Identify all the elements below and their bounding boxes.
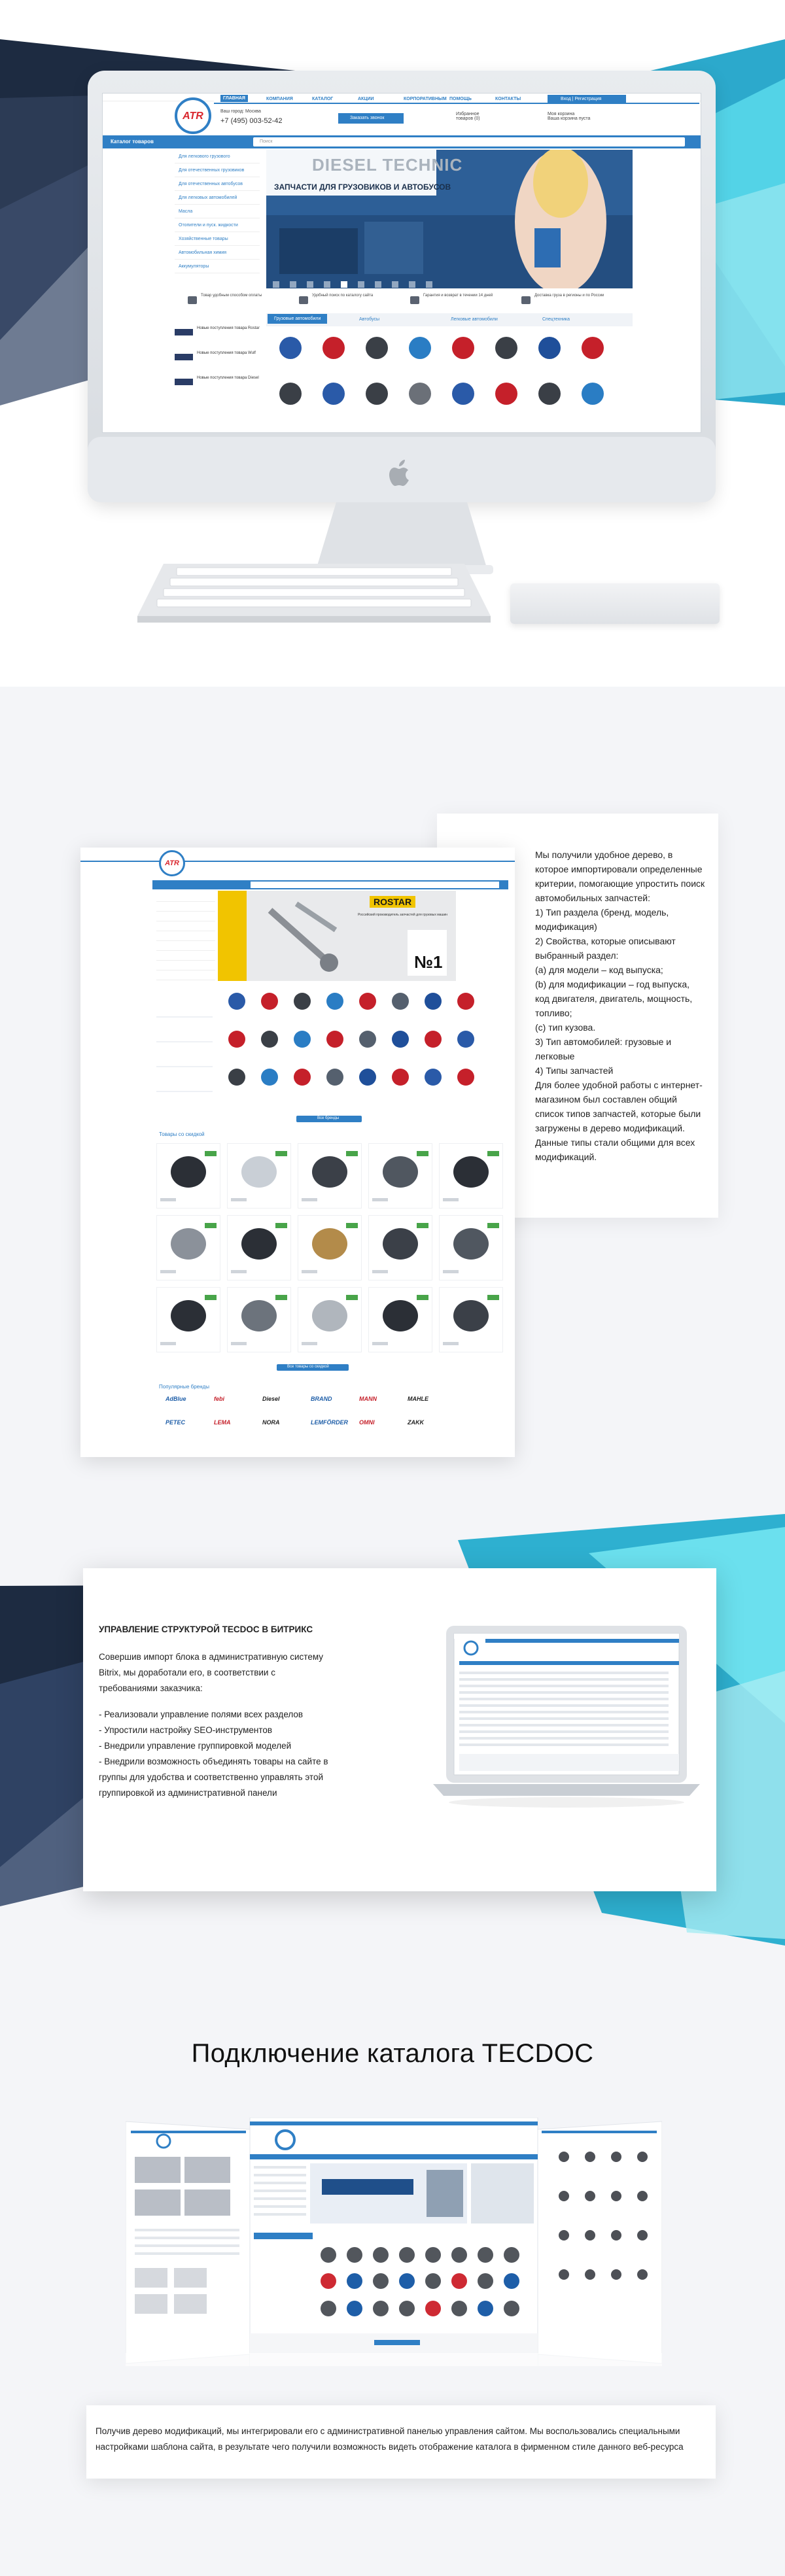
s2-sidebar bbox=[156, 892, 215, 980]
s2-brand-logo[interactable] bbox=[228, 1031, 245, 1048]
feature-icon bbox=[521, 296, 531, 304]
s2-product-badge bbox=[346, 1295, 358, 1300]
s2-logo-text: ATR bbox=[165, 859, 179, 867]
section4-title: Подключение каталога TECDOC bbox=[191, 2039, 594, 2068]
s2-product-image bbox=[241, 1300, 277, 1331]
keyboard bbox=[137, 564, 491, 624]
sidebar-item[interactable]: Аккумуляторы bbox=[175, 260, 260, 273]
s2-product-price bbox=[302, 1198, 317, 1201]
s2-partner-logo[interactable]: PETEC bbox=[166, 1419, 186, 1426]
s2-product-price bbox=[231, 1198, 247, 1201]
s2-brand-logo[interactable] bbox=[359, 1031, 376, 1048]
section3-list-item: - Упростили настройку SEO-инструментов bbox=[99, 1725, 273, 1735]
section2-paragraph: 2) Свойства, которые описывают выбранный раздел: bbox=[535, 936, 676, 961]
nav-item[interactable]: КАТАЛОГ bbox=[312, 97, 334, 101]
s2-brand-logo[interactable] bbox=[425, 1031, 442, 1048]
s2-nav-bar bbox=[80, 851, 515, 862]
s2-brand-logo[interactable] bbox=[359, 1069, 376, 1086]
sidebar-item[interactable]: Масла bbox=[175, 205, 260, 218]
promo-label[interactable]: Новые поступления товара Rostar bbox=[197, 326, 260, 330]
s2-brand-logo[interactable] bbox=[326, 1069, 343, 1086]
s2-brand-logo[interactable] bbox=[457, 1031, 474, 1048]
s2-partner-logo[interactable]: AdBlue bbox=[166, 1396, 186, 1402]
s2-product-price bbox=[160, 1270, 176, 1273]
s2-partner-logo[interactable]: OMNI bbox=[359, 1419, 375, 1426]
section2-background-shapes bbox=[0, 713, 785, 811]
s2-product-badge bbox=[205, 1295, 217, 1300]
s2-product-price bbox=[372, 1198, 388, 1201]
section3-heading: УПРАВЛЕНИЕ СТРУКТУРОЙ TECDOC В БИТРИКС bbox=[99, 1624, 313, 1634]
s2-product-badge bbox=[205, 1223, 217, 1228]
nav-item[interactable]: ПОМОЩЬ bbox=[449, 97, 472, 101]
s2-brand-logo[interactable] bbox=[294, 1031, 311, 1048]
s2-brand-logo[interactable] bbox=[392, 993, 409, 1010]
nav-item[interactable]: КОМПАНИЯ bbox=[266, 97, 293, 101]
s2-banner-brand: ROSTAR bbox=[370, 896, 415, 908]
s2-product-image bbox=[383, 1156, 418, 1188]
s2-product-price bbox=[372, 1270, 388, 1273]
imac-mockup bbox=[88, 71, 716, 502]
s2-product-price bbox=[443, 1198, 459, 1201]
s2-product-image bbox=[171, 1156, 206, 1188]
s2-product-badge bbox=[417, 1151, 428, 1156]
section3-list-item: - Реализовали управление полями всех разделов bbox=[99, 1709, 304, 1719]
brand-logo[interactable] bbox=[323, 383, 345, 405]
vehicle-tab[interactable]: Легковые автомобили bbox=[451, 317, 498, 322]
brand-logo[interactable] bbox=[538, 337, 561, 359]
section2-paragraph: 3) Тип автомобилей: грузовые и легковые bbox=[535, 1037, 672, 1061]
s2-brand-logo[interactable] bbox=[425, 993, 442, 1010]
callback-label: Заказать звонок bbox=[350, 116, 385, 120]
sidebar-item[interactable]: Для легкового грузового bbox=[175, 150, 260, 163]
section2-paragraph: Мы получили удобное дерево, в которое импортировали определенные критерии, помогающие упростить поиск автомобильных запчастей: bbox=[535, 850, 705, 903]
s2-product-image bbox=[241, 1228, 277, 1260]
s2-logo[interactable] bbox=[159, 850, 185, 876]
s2-product-badge bbox=[275, 1295, 287, 1300]
s2-product-price bbox=[160, 1198, 176, 1201]
section3-list bbox=[99, 1707, 334, 1801]
s2-product-badge bbox=[346, 1223, 358, 1228]
s2-brand-logo[interactable] bbox=[261, 1031, 278, 1048]
s2-brand-logo[interactable] bbox=[326, 1031, 343, 1048]
s2-brand-logo[interactable] bbox=[359, 993, 376, 1010]
s2-partner-logo[interactable]: MANN bbox=[359, 1396, 377, 1402]
cart-label[interactable]: Моя корзина Ваша корзина пуста bbox=[548, 112, 591, 121]
banner-dot[interactable] bbox=[375, 281, 381, 288]
section3-intro: Совершив импорт блока в административную систему Bitrix, мы доработали его, в соответствии с требованиями заказчика: bbox=[99, 1652, 324, 1693]
vehicle-tab[interactable]: Автобусы bbox=[359, 317, 380, 322]
s2-partner-logo[interactable]: Diesel bbox=[262, 1396, 280, 1402]
city-label[interactable]: Ваш город: Москва bbox=[220, 109, 261, 114]
section4-card bbox=[86, 2405, 716, 2479]
banner-brand: DIESEL TECHNIC bbox=[312, 155, 463, 175]
s2-brand-logo[interactable] bbox=[392, 1069, 409, 1086]
s2-product-price bbox=[302, 1270, 317, 1273]
s2-brand-logo[interactable] bbox=[261, 1069, 278, 1086]
hero-banner[interactable] bbox=[266, 150, 633, 288]
s2-brand-logo[interactable] bbox=[294, 993, 311, 1010]
section2-paragraph: Для более удобной работы с интернет-магазином был составлен общий список типов запчастей, которые были загружены в дерево модификаций. Данные типы стали общими для всех модификаций. bbox=[535, 1080, 703, 1162]
s2-search[interactable] bbox=[251, 882, 499, 888]
brand-logo[interactable] bbox=[495, 383, 517, 405]
search-input[interactable] bbox=[253, 137, 685, 146]
s2-product-image bbox=[383, 1300, 418, 1331]
s2-partner-logo[interactable]: NORA bbox=[262, 1419, 280, 1426]
banner-dot[interactable] bbox=[341, 281, 347, 288]
s2-all-brands-label: Все бренды bbox=[317, 1116, 340, 1120]
nav-item[interactable]: КОРПОРАТИВНЫМ bbox=[404, 97, 447, 101]
s2-product-price bbox=[443, 1342, 459, 1345]
s2-product-image bbox=[171, 1300, 206, 1331]
brand-logo[interactable] bbox=[366, 383, 388, 405]
s2-brand-logo[interactable] bbox=[457, 993, 474, 1010]
feature-label: Гарантия и возврат в течении 14 дней bbox=[423, 294, 493, 298]
section2-paragraph: (c) тип кузова. bbox=[535, 1022, 596, 1033]
feature-label: Удобный поиск по каталогу сайта bbox=[312, 294, 374, 298]
banner-dot[interactable] bbox=[392, 281, 398, 288]
s2-product-badge bbox=[487, 1151, 499, 1156]
s2-product-badge bbox=[205, 1151, 217, 1156]
login-label: Вход | Регистрация bbox=[561, 97, 602, 101]
s2-promo-sidebar bbox=[156, 993, 213, 1104]
banner-dot[interactable] bbox=[358, 281, 364, 288]
banner-dot[interactable] bbox=[307, 281, 313, 288]
s2-brand-logo[interactable] bbox=[457, 1069, 474, 1086]
s2-banner-sub: Российский производитель запчастей для грузовых машин bbox=[358, 913, 448, 917]
vehicle-tab[interactable]: Спецтехника bbox=[542, 317, 570, 322]
s2-partner-logo[interactable]: LEMFÖRDER bbox=[311, 1419, 348, 1426]
section3-list-item: - Внедрили управление группировкой моделей bbox=[99, 1741, 292, 1751]
s2-product-badge bbox=[487, 1295, 499, 1300]
feature-icon bbox=[299, 296, 308, 304]
s2-brand-logo[interactable] bbox=[261, 993, 278, 1010]
brand-logo[interactable] bbox=[323, 337, 345, 359]
s2-more-label: Все товары со скидкой bbox=[287, 1365, 329, 1369]
s2-product-price bbox=[443, 1270, 459, 1273]
s2-product-image bbox=[453, 1300, 489, 1331]
brand-logo[interactable] bbox=[582, 383, 604, 405]
brand-logo[interactable] bbox=[279, 383, 302, 405]
banner-tagline: ЗАПЧАСТИ ДЛЯ ГРУЗОВИКОВ И АВТОБУСОВ bbox=[274, 182, 451, 192]
promo-logo bbox=[175, 354, 193, 360]
sidebar-item[interactable]: Хозяйственные товары bbox=[175, 232, 260, 246]
nav-item[interactable]: ГЛАВНАЯ bbox=[220, 95, 248, 102]
s2-product-badge bbox=[417, 1223, 428, 1228]
nav-item[interactable]: АКЦИИ bbox=[358, 97, 374, 101]
s2-brand-logo[interactable] bbox=[294, 1069, 311, 1086]
monitor-screen bbox=[102, 93, 701, 433]
s2-partner-logo[interactable]: BRAND bbox=[311, 1396, 332, 1402]
laptop-mockup bbox=[433, 1626, 700, 1815]
brand-logo[interactable] bbox=[409, 337, 431, 359]
s2-brand-logo[interactable] bbox=[228, 1069, 245, 1086]
sidebar-item[interactable]: Для отечественных грузовиков bbox=[175, 163, 260, 177]
promo-label[interactable]: Новые поступления товара Wulf bbox=[197, 351, 256, 355]
feature-label: Доставка груза в регионы и по России bbox=[534, 294, 604, 298]
sidebar-item[interactable]: Для легковых автомобилей bbox=[175, 191, 260, 205]
s2-banner[interactable] bbox=[218, 891, 456, 981]
banner-dot[interactable] bbox=[290, 281, 296, 288]
brand-logo[interactable] bbox=[366, 337, 388, 359]
s2-product-price bbox=[231, 1270, 247, 1273]
s2-product-image bbox=[171, 1228, 206, 1260]
s2-product-badge bbox=[275, 1223, 287, 1228]
banner-dot[interactable] bbox=[324, 281, 330, 288]
section2-paragraph: 1) Тип раздела (бренд, модель, модификация) bbox=[535, 907, 669, 932]
banner-dot[interactable] bbox=[426, 281, 432, 288]
s2-product-badge bbox=[487, 1223, 499, 1228]
feature-icon bbox=[410, 296, 419, 304]
section3-text bbox=[99, 1622, 334, 1801]
favorites-label[interactable]: Избранное товаров (0) bbox=[456, 112, 480, 121]
s2-partner-logo[interactable]: ZAKK bbox=[408, 1419, 424, 1426]
s2-product-image bbox=[453, 1228, 489, 1260]
promo-label[interactable]: Новые поступления товара Diesel bbox=[197, 376, 259, 380]
s2-partner-logo[interactable]: MAHLE bbox=[408, 1396, 428, 1402]
s2-product-badge bbox=[346, 1151, 358, 1156]
s2-partner-logo[interactable]: febi bbox=[214, 1396, 225, 1402]
logo-text: ATR bbox=[183, 111, 203, 122]
hero-section bbox=[0, 0, 785, 687]
brand-logo[interactable] bbox=[409, 383, 431, 405]
section2-text bbox=[535, 848, 705, 1164]
section2-paragraph: (а) для модели – код выпуска; bbox=[535, 965, 663, 975]
s2-product-image bbox=[312, 1156, 347, 1188]
brand-logo[interactable] bbox=[452, 337, 474, 359]
s2-product-price bbox=[302, 1342, 317, 1345]
section2-paragraph: 4) Типы запчастей bbox=[535, 1065, 614, 1076]
site-screenshot-2 bbox=[80, 848, 515, 1457]
catalog-button[interactable]: Каталог товаров bbox=[111, 139, 154, 145]
sidebar-item[interactable]: Отопители и пуск. жидкости bbox=[175, 218, 260, 232]
brand-logo[interactable] bbox=[452, 383, 474, 405]
catalog-screenshots bbox=[126, 2118, 662, 2366]
category-sidebar bbox=[175, 150, 260, 273]
s2-product-image bbox=[312, 1300, 347, 1331]
banner-dot[interactable] bbox=[409, 281, 415, 288]
s2-product-price bbox=[372, 1342, 388, 1345]
apple-logo-icon bbox=[386, 458, 415, 489]
search-placeholder: Поиск bbox=[260, 139, 273, 144]
s2-brand-logo[interactable] bbox=[228, 993, 245, 1010]
banner-pagination bbox=[273, 279, 443, 291]
feature-icon bbox=[188, 296, 197, 304]
s2-product-badge bbox=[275, 1151, 287, 1156]
phone-number: +7 (495) 003-52-42 bbox=[220, 117, 283, 125]
brand-logo[interactable] bbox=[538, 383, 561, 405]
section4-text: Получив дерево модификаций, мы интегрировали его с административной панелью управления сайтом. Мы воспользовались специальными настройками шаблона сайта, в результате чего получили возможность видеть отображение каталога в фирменном стиле данного веб-ресурса bbox=[96, 2426, 684, 2452]
feature-label: Товар удобным способом оплаты bbox=[201, 294, 262, 298]
s2-banner-rank: №1 bbox=[414, 952, 443, 972]
s2-product-image bbox=[241, 1156, 277, 1188]
s2-brand-logo[interactable] bbox=[425, 1069, 442, 1086]
section3-card bbox=[83, 1568, 716, 1891]
brand-logo[interactable] bbox=[582, 337, 604, 359]
s2-product-badge bbox=[417, 1295, 428, 1300]
s2-partner-logo[interactable]: LEMA bbox=[214, 1419, 231, 1426]
promo-logo bbox=[175, 379, 193, 385]
section2-paragraph: (b) для модификации – год выпуска, код двигателя, двигатель, мощность, топливо; bbox=[535, 979, 693, 1018]
s2-product-price bbox=[160, 1342, 176, 1345]
section3-list-item: - Внедрили возможность объединять товары на сайте в группы для удобства и соответственно управлять этой группировкой из административной панели bbox=[99, 1757, 328, 1798]
sidebar-item[interactable]: Автомобильная химия bbox=[175, 246, 260, 260]
promo-logo bbox=[175, 329, 193, 335]
s2-product-image bbox=[383, 1228, 418, 1260]
brand-logo[interactable] bbox=[279, 337, 302, 359]
vehicle-tab[interactable]: Грузовые автомобили bbox=[268, 314, 327, 324]
banner-dot[interactable] bbox=[273, 281, 279, 288]
s2-partners-heading: Популярные бренды bbox=[159, 1384, 209, 1390]
brand-logo[interactable] bbox=[495, 337, 517, 359]
nav-item[interactable]: КОНТАКТЫ bbox=[495, 97, 521, 101]
s2-brand-logo[interactable] bbox=[392, 1031, 409, 1048]
s2-product-price bbox=[231, 1342, 247, 1345]
s2-goods-heading: Товары со скидкой bbox=[159, 1131, 205, 1137]
s2-product-image bbox=[312, 1228, 347, 1260]
trackpad bbox=[510, 583, 720, 624]
s2-brand-logo[interactable] bbox=[326, 993, 343, 1010]
s2-product-image bbox=[453, 1156, 489, 1188]
sidebar-item[interactable]: Для отечественных автобусов bbox=[175, 177, 260, 191]
site-logo[interactable] bbox=[175, 97, 211, 134]
